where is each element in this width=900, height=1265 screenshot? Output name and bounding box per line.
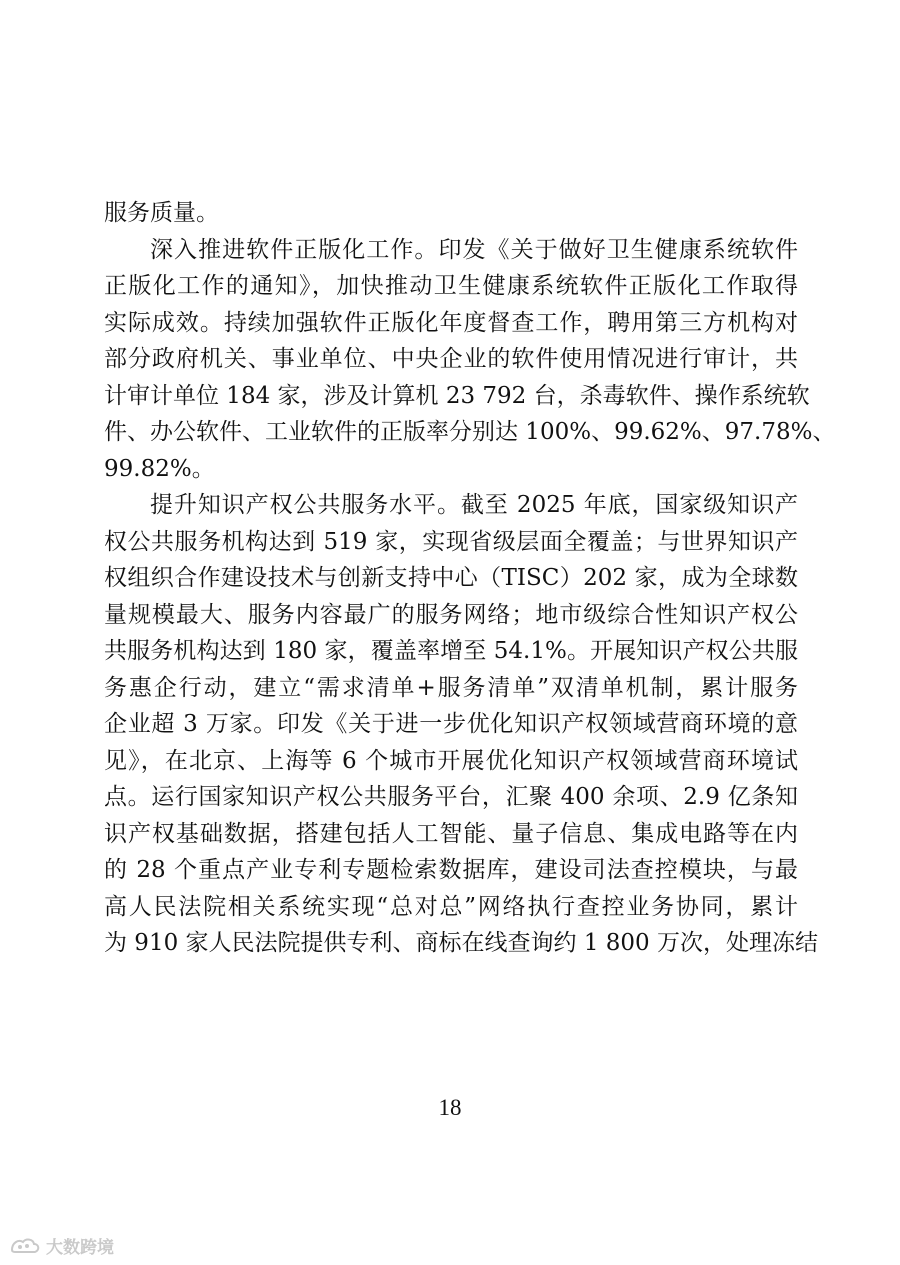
text-line: 部分政府机关、事业单位、中央企业的软件使用情况进行审计，共 [104, 346, 798, 372]
paragraph-first-line: 深入推进软件正版化工作。印发《关于做好卫生健康系统软件 [150, 236, 798, 263]
page-number: 18 [438, 1095, 462, 1120]
brand-logo-icon [8, 1235, 42, 1257]
text-line: 为 910 家人民法院提供专利、商标在线查询约 1 800 万次，处理冻结 [104, 930, 818, 956]
text-line: 的 28 个重点产业专利专题检索数据库，建设司法查控模块，与最 [104, 857, 798, 883]
text-line: 服务质量。 [104, 200, 219, 226]
text-line: 件、办公软件、工业软件的正版率分别达 100%、99.62%、97.78%、 [104, 419, 836, 445]
text-line: 务惠企行动，建立“需求清单+服务清单”双清单机制，累计服务 [104, 674, 798, 701]
text-line: 权公共服务机构达到 519 家，实现省级层面全覆盖；与世界知识产 [104, 528, 798, 555]
text-line: 量规模最大、服务内容最广的服务网络；地市级综合性知识产权公 [104, 601, 798, 628]
text-line: 点。运行国家知识产权公共服务平台，汇聚 400 余项、2.9 亿条知 [104, 784, 798, 810]
document-body [104, 195, 836, 962]
text-line: 计审计单位 184 家，涉及计算机 23 792 台，杀毒软件、操作系统软 [104, 382, 810, 409]
text-line: 见》，在北京、上海等 6 个城市开展优化知识产权领域营商环境试 [104, 747, 798, 774]
paragraph-first-line: 提升知识产权公共服务水平。截至 2025 年底，国家级知识产 [150, 492, 798, 518]
text-line: 正版化工作的通知》，加快推动卫生健康系统软件正版化工作取得 [104, 273, 798, 299]
text-line: 高人民法院相关系统实现“总对总”网络执行查控业务协同，累计 [104, 893, 798, 920]
text-line: 权组织合作建设技术与创新支持中心（TISC）202 家，成为全球数 [104, 565, 798, 591]
watermark-text: 大数跨境 [46, 1238, 114, 1258]
text-line: 共服务机构达到 180 家，覆盖率增至 54.1%。开展知识产权公共服 [104, 638, 798, 664]
text-line: 实际成效。持续加强软件正版化年度督查工作，聘用第三方机构对 [104, 309, 798, 336]
text-line: 99.82%。 [104, 455, 215, 482]
text-line: 企业超 3 万家。印发《关于进一步优化知识产权领域营商环境的意 [104, 711, 798, 737]
watermark [8, 1233, 114, 1258]
text-line: 识产权基础数据，搭建包括人工智能、量子信息、集成电路等在内 [104, 820, 798, 847]
